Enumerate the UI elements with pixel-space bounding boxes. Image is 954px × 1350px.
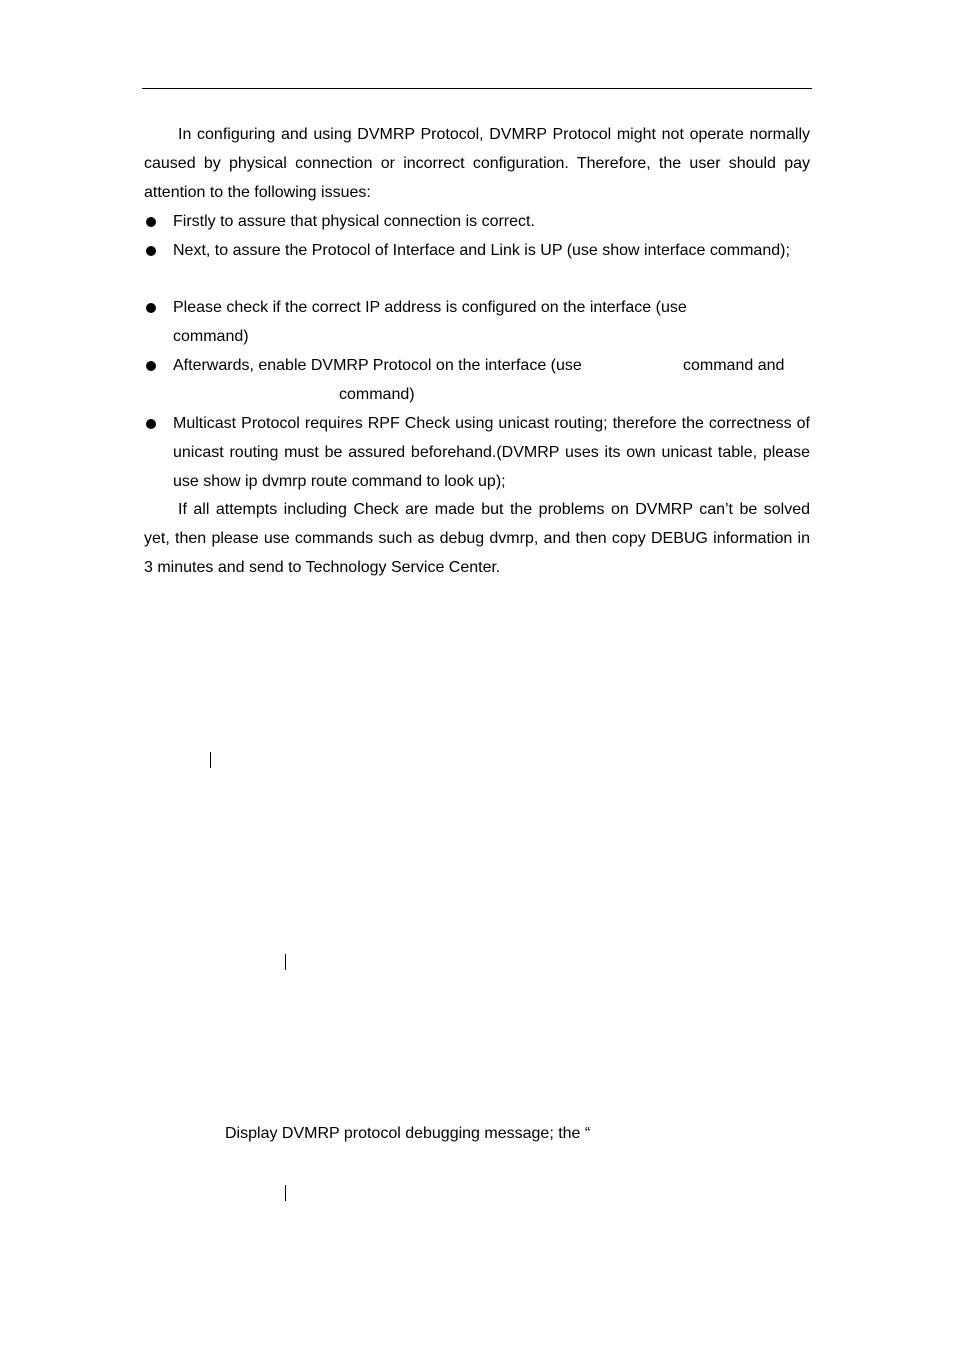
bullet-text-line-2: command)	[173, 328, 249, 345]
bullet-text: Next, to assure the Protocol of Interface and Link is UP (use show interface command);	[173, 242, 790, 259]
bullet-item-4	[144, 351, 810, 409]
separator-bar	[285, 954, 286, 970]
bullet-dot-icon	[146, 419, 156, 429]
bullet-dot-icon	[146, 303, 156, 313]
separator-bar	[210, 752, 211, 768]
bullet-text	[173, 351, 810, 409]
header-rule	[142, 88, 812, 89]
bullet-text: Multicast Protocol requires RPF Check using unicast routing; therefore the correctness of unicast routing must be assured beforehand.(DVMRP uses its own unicast table, please use show ip dvmrp route command to look up);	[173, 415, 810, 490]
bullet-item-2	[144, 236, 810, 265]
bullet-item-1	[144, 207, 810, 236]
bullet-text-line-1a: Afterwards, enable DVMRP Protocol on the interface (use	[173, 357, 582, 374]
intro-paragraph: In configuring and using DVMRP Protocol, DVMRP Protocol might not operate normally caused by physical connection or incorrect configuration. Therefore, the user should pay attention to the following issues:	[144, 126, 810, 201]
bullet-text-line-1: Please check if the correct IP address is configured on the interface (use	[173, 299, 687, 316]
closing-paragraph: If all attempts including Check are made but the problems on DVMRP can’t be solved yet, then please use commands such as debug dvmrp, and then copy DEBUG information in 3 minutes and send to Technology Service Center.	[144, 501, 810, 576]
separator-bar	[285, 1185, 286, 1201]
bullet-item-5	[144, 409, 810, 496]
bullet-item-3	[144, 293, 810, 351]
bullet-dot-icon	[146, 361, 156, 371]
bullet-dot-icon	[146, 217, 156, 227]
bullet-text-line-2: command)	[339, 386, 415, 403]
debug-description: Display DVMRP protocol debugging message; the “	[225, 1125, 591, 1142]
bullet-text: Firstly to assure that physical connection is correct.	[173, 213, 535, 230]
bullet-dot-icon	[146, 246, 156, 256]
bullet-text	[173, 293, 810, 351]
bullet-text-line-1b: command and	[683, 357, 785, 374]
